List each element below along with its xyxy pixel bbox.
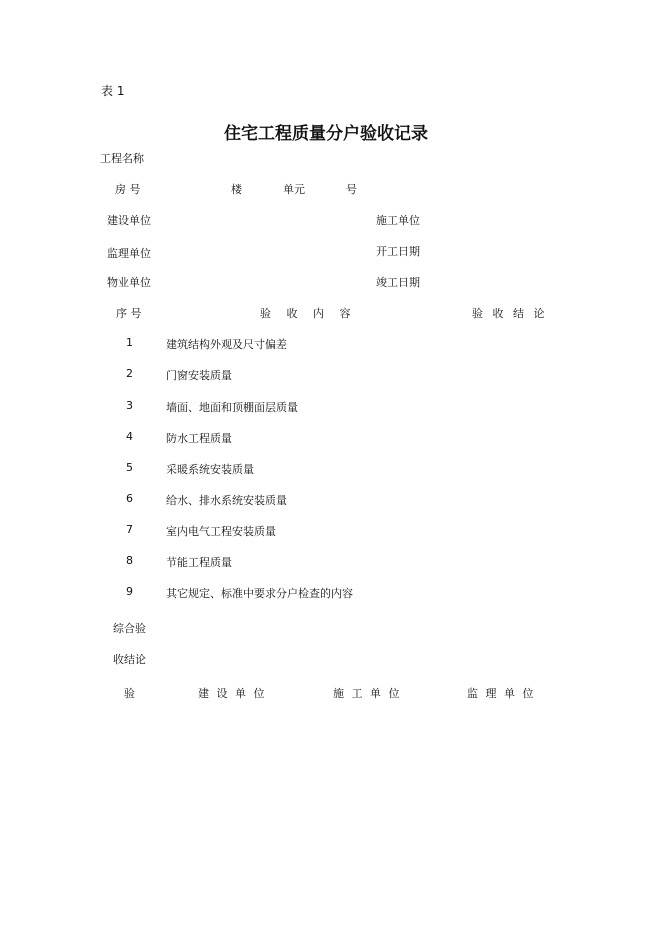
supervisor-label: 监理单位 — [107, 247, 151, 260]
summary-label-line2: 收结论 — [113, 653, 146, 666]
building-label: 楼 — [231, 183, 242, 196]
signature-contractor: 施 工 单 位 — [333, 687, 402, 700]
summary-label-line1: 综合验 — [113, 622, 146, 635]
row-number: 2 — [126, 367, 133, 380]
row-content: 室内电气工程安装质量 — [166, 525, 276, 538]
project-name-label: 工程名称 — [100, 152, 144, 165]
page-title: 住宅工程质量分户验收记录 — [224, 124, 428, 144]
row-number: 9 — [126, 585, 133, 598]
row-content: 墙面、地面和顶棚面层质量 — [166, 401, 298, 414]
number-label: 号 — [346, 183, 357, 196]
signature-construction: 建 设 单 位 — [198, 687, 267, 700]
row-number: 5 — [126, 461, 133, 474]
row-content: 给水、排水系统安装质量 — [166, 494, 287, 507]
room-no-label: 房 号 — [115, 183, 141, 196]
row-number: 8 — [126, 554, 133, 567]
signature-supervisor: 监 理 单 位 — [467, 687, 536, 700]
column-header-seq: 序 号 — [116, 307, 142, 320]
start-date-label: 开工日期 — [376, 245, 420, 258]
row-number: 3 — [126, 399, 133, 412]
completion-date-label: 竣工日期 — [376, 276, 420, 289]
construction-org-label: 建设单位 — [107, 214, 151, 227]
signature-row-label: 验 — [124, 687, 135, 700]
row-number: 6 — [126, 492, 133, 505]
row-number: 1 — [126, 336, 133, 349]
row-number: 7 — [126, 523, 133, 536]
row-content: 节能工程质量 — [166, 556, 232, 569]
column-header-conclusion: 验 收 结 论 — [472, 307, 548, 320]
row-content: 防水工程质量 — [166, 432, 232, 445]
column-header-content: 验 收 内 容 — [260, 307, 357, 320]
contractor-label: 施工单位 — [376, 214, 420, 227]
row-number: 4 — [126, 430, 133, 443]
row-content: 采暖系统安装质量 — [166, 463, 254, 476]
row-content: 建筑结构外观及尺寸偏差 — [166, 338, 287, 351]
property-mgmt-label: 物业单位 — [107, 276, 151, 289]
unit-label: 单元 — [283, 183, 305, 196]
row-content: 门窗安装质量 — [166, 369, 232, 382]
table-label: 表 1 — [101, 84, 125, 98]
row-content: 其它规定、标准中要求分户检查的内容 — [166, 587, 353, 600]
